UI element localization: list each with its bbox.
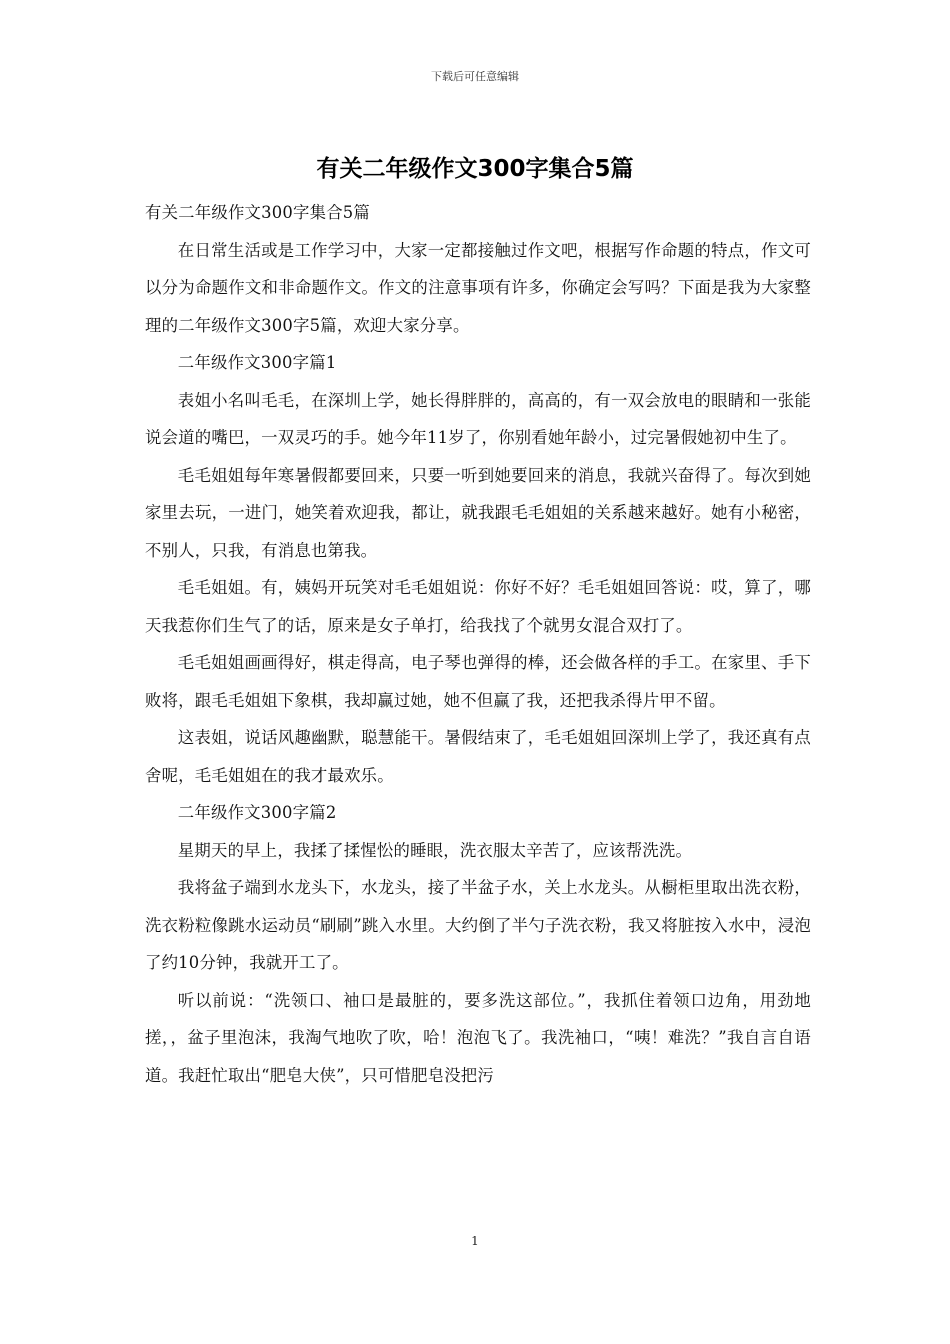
body-paragraph: 我将盆子端到水龙头下，水龙头，接了半盆子水，关上水龙头。从橱柜里取出洗衣粉，洗衣粉粒像跳水运动员“刷刷”跳入水里。大约倒了半勺子洗衣粉，我又将脏按入水中，浸泡了约10分钟，我就开工了。 [145,878,811,972]
document-title: 有关二年级作文300字集合5篇 [316,156,634,182]
page-number: 1 [471,1234,479,1248]
body-paragraph: 毛毛姐姐。有，姨妈开玩笑对毛毛姐姐说：你好不好？毛毛姐姐回答说：哎，算了，哪天我惹你们生气了的话，原来是女子单打，给我找了个就男女混合双打了。 [145,578,811,635]
body-paragraph: 表姐小名叫毛毛，在深圳上学，她长得胖胖的，高高的，有一双会放电的眼睛和一张能说会道的嘴巴，一双灵巧的手。她今年11岁了，你别看她年龄小，过完暑假她初中生了。 [145,390,811,447]
body-paragraph: 这表姐，说话风趣幽默，聪慧能干。暑假结束了，毛毛姐姐回深圳上学了，我还真有点舍呢，毛毛姐姐在的我才最欢乐。 [145,728,811,785]
section-heading-1: 二年级作文300字篇1 [177,353,337,372]
body-paragraph: 毛毛姐姐每年寒暑假都要回来，只要一听到她要回来的消息，我就兴奋得了。每次到她家里去玩，一进门，她笑着欢迎我，都让，就我跟毛毛姐姐的关系越来越好。她有小秘密，不别人，只我，有消息也第我。 [145,465,811,560]
subtitle-line: 有关二年级作文300字集合5篇 [145,203,371,222]
section-heading-2: 二年级作文300字篇2 [177,803,337,822]
intro-paragraph: 在日常生活或是工作学习中，大家一定都接触过作文吧，根据写作命题的特点，作文可以分为命题作文和非命题作文。作文的注意事项有许多，你确定会写吗？下面是我为大家整理的二年级作文300字5篇，欢迎大家分享。 [145,240,811,335]
body-paragraph: 听以前说：“洗领口、袖口是最脏的，要多洗这部位。”，我抓住着领口边角，用劲地搓，，盆子里泡沫，我淘气地吹了吹，哈！泡泡飞了。我洗袖口，“咦！难洗？”我自言自语道。我赶忙取出“肥皂大侠”，只可惜肥皂没把污 [145,990,811,1085]
body-paragraph: 星期天的早上，我揉了揉惺忪的睡眼，洗衣服太辛苦了，应该帮洗洗。 [177,840,693,860]
page-header: 下载后可任意编辑 [431,70,519,83]
body-paragraph: 毛毛姐姐画画得好，棋走得高，电子琴也弹得的棒，还会做各样的手工。在家里、手下败将，跟毛毛姐姐下象棋，我却赢过她，她不但赢了我，还把我杀得片甲不留。 [145,653,811,710]
document-body [145,194,811,1094]
